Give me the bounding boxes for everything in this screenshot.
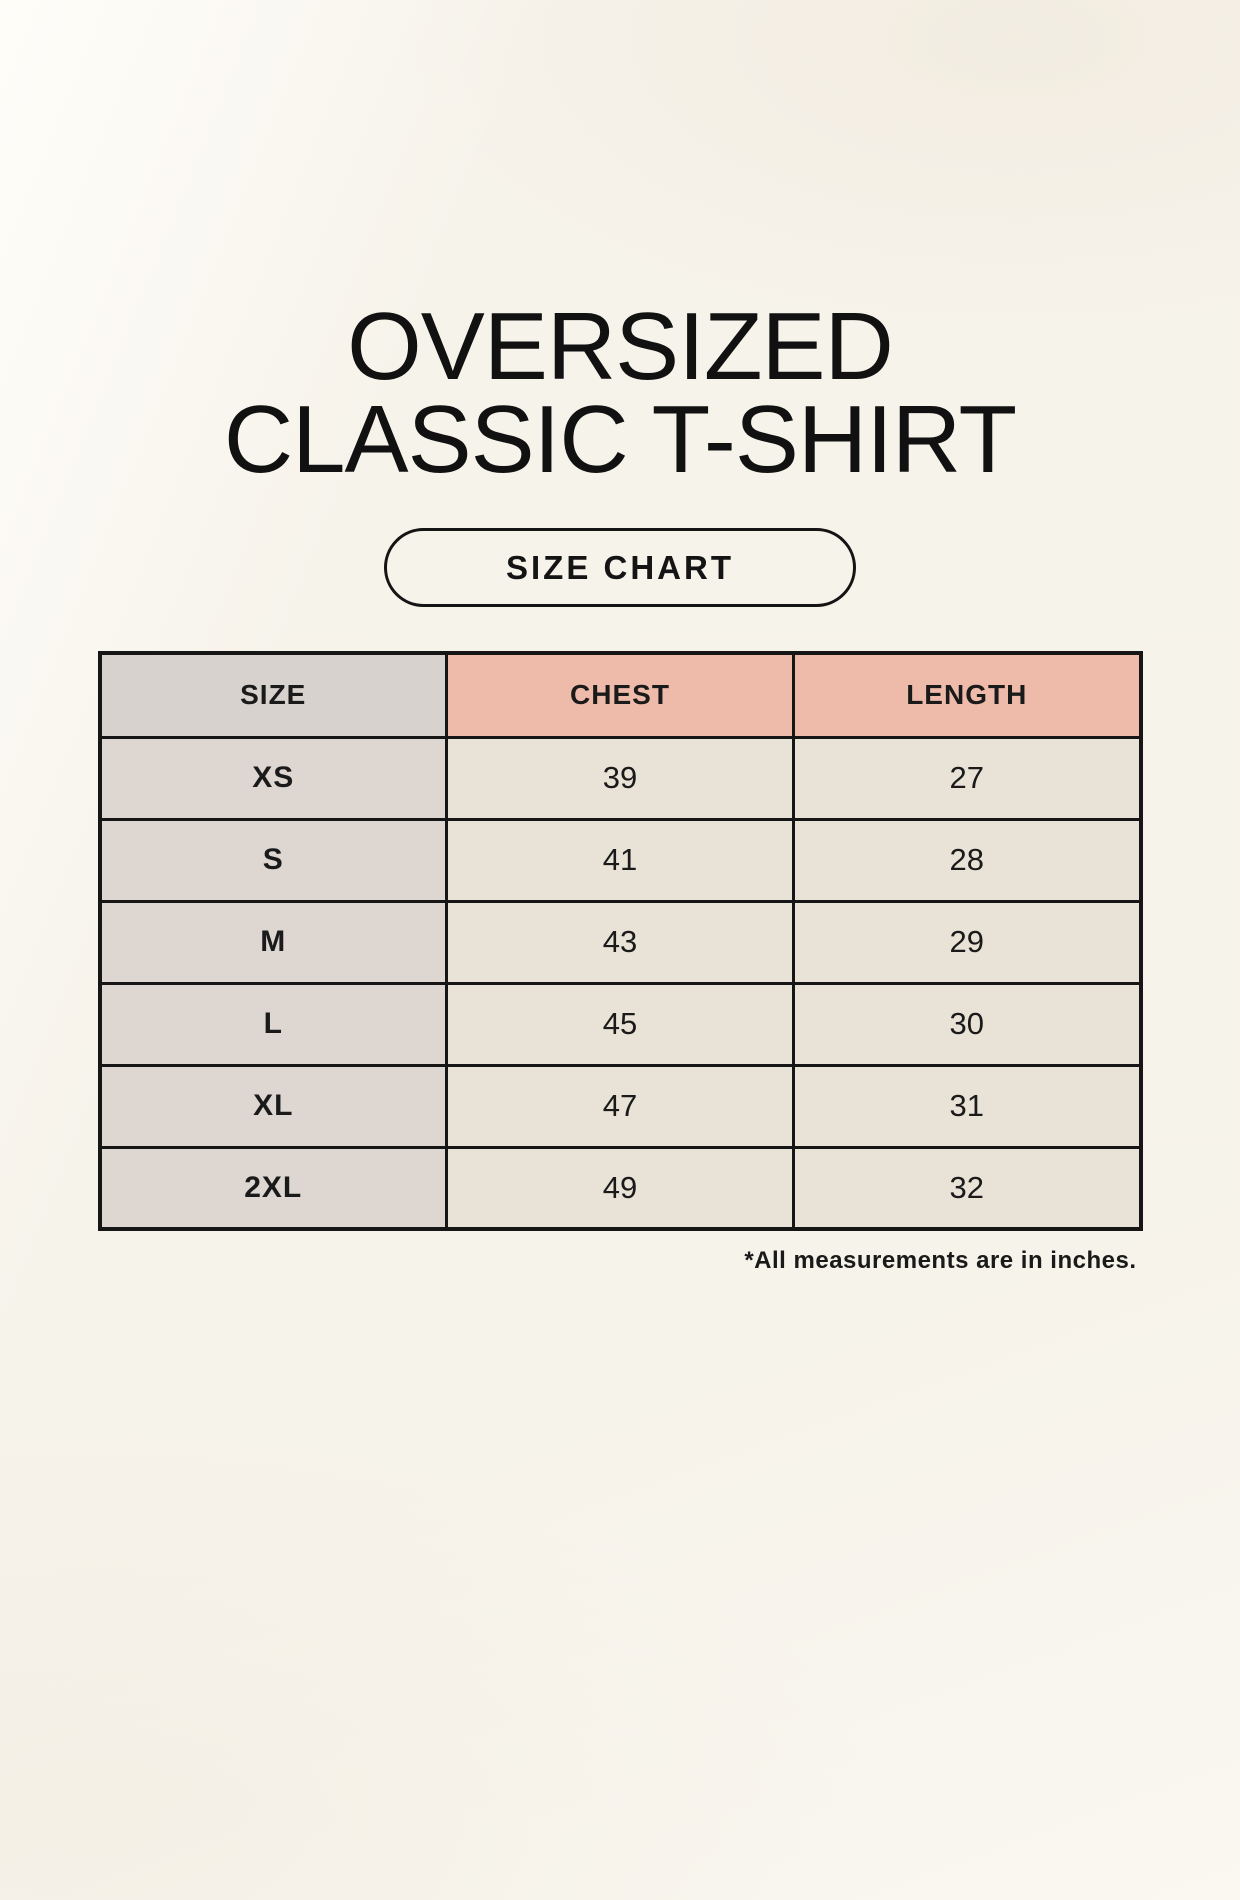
size-label: 2XL: [100, 1147, 447, 1229]
length-value: 32: [794, 1147, 1141, 1229]
length-value: 31: [794, 1065, 1141, 1147]
chest-value: 39: [447, 737, 794, 819]
size-chart-button-label: SIZE CHART: [506, 548, 734, 586]
column-header-length: LENGTH: [794, 653, 1141, 737]
size-chart-page: [0, 293, 1240, 1900]
table-row: [100, 737, 1141, 819]
title-line-1: OVERSIZED: [347, 293, 893, 400]
column-header-size: SIZE: [100, 653, 447, 737]
length-value: 28: [794, 819, 1141, 901]
chest-value: 43: [447, 901, 794, 983]
chest-value: 41: [447, 819, 794, 901]
size-table-container: [98, 651, 1143, 1275]
size-label: L: [100, 983, 447, 1065]
size-label: M: [100, 901, 447, 983]
chest-value: 45: [447, 983, 794, 1065]
size-label: S: [100, 819, 447, 901]
size-label: XS: [100, 737, 447, 819]
table-row: [100, 1147, 1141, 1229]
table-row: [100, 1065, 1141, 1147]
length-value: 29: [794, 901, 1141, 983]
chest-value: 49: [447, 1147, 794, 1229]
table-row: [100, 901, 1141, 983]
size-table: [98, 651, 1143, 1231]
page-title: [0, 293, 1240, 494]
size-chart-button[interactable]: [384, 528, 856, 607]
size-label: XL: [100, 1065, 447, 1147]
length-value: 30: [794, 983, 1141, 1065]
column-header-chest: CHEST: [447, 653, 794, 737]
table-header-row: [100, 653, 1141, 737]
table-row: [100, 819, 1141, 901]
length-value: 27: [794, 737, 1141, 819]
title-line-2: CLASSIC T-SHIRT: [223, 386, 1017, 494]
measurements-note: *All measurements are in inches.: [744, 1247, 1137, 1275]
chest-value: 47: [447, 1065, 794, 1147]
table-row: [100, 983, 1141, 1065]
